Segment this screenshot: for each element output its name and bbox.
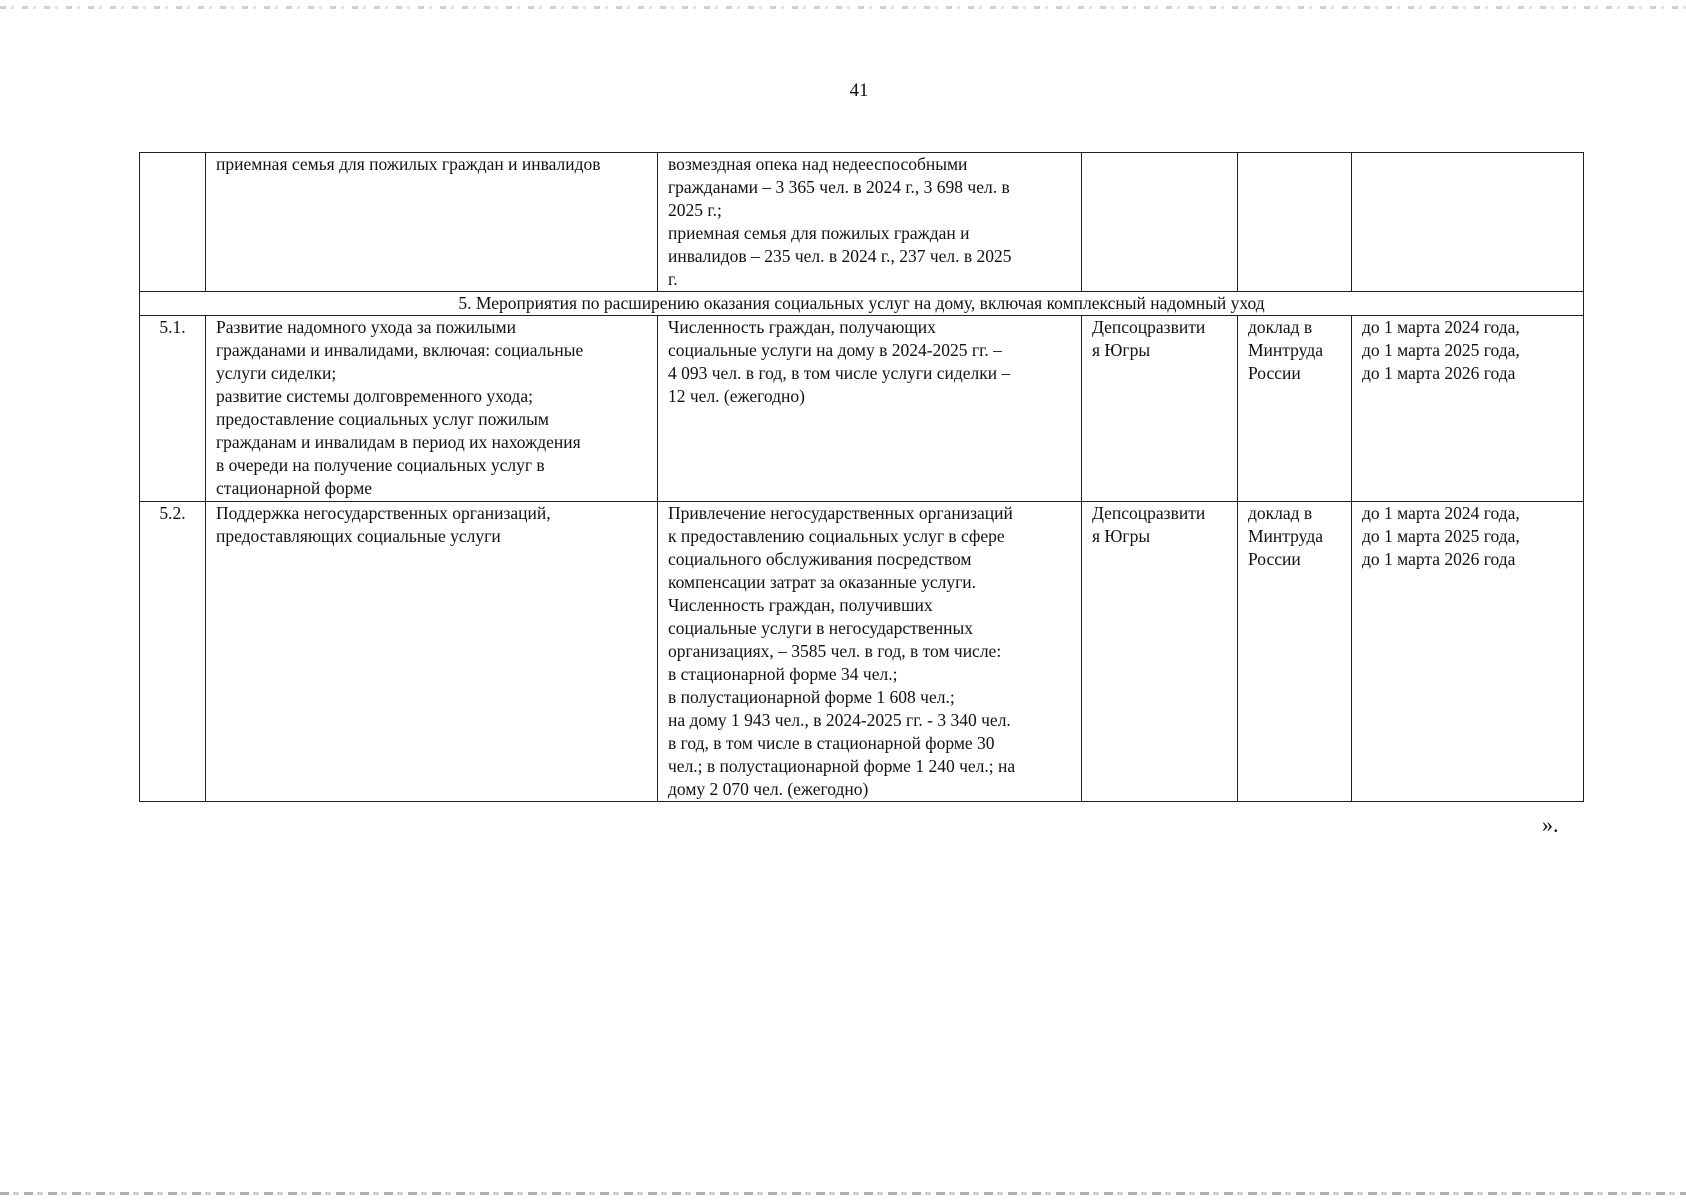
report-line: доклад в (1248, 317, 1313, 337)
measure-cell: приемная семья для пожилых граждан и инвалидов (206, 153, 658, 292)
result-line: в полустационарной форме 1 608 чел.; (668, 687, 955, 707)
row-number-cell: 5.2. (140, 502, 206, 802)
measure-line: предоставляющих социальные услуги (216, 526, 501, 546)
result-line: дому 2 070 чел. (ежегодно) (668, 779, 869, 799)
result-line: чел.; в полустационарной форме 1 240 чел.; на (668, 756, 1016, 776)
result-line: Численность граждан, получивших (668, 595, 933, 615)
report-cell (1238, 316, 1352, 502)
result-line: Численность граждан, получающих (668, 317, 936, 337)
measure-line: в очереди на получение социальных услуг в (216, 455, 545, 475)
table-row-continuation (140, 153, 1584, 292)
result-line: возмездная опека над недееспособными (668, 154, 968, 174)
result-line: 2025 г.; (668, 200, 722, 220)
responsible-line: Депсоцразвити (1092, 503, 1206, 523)
responsible-line: я Югры (1092, 340, 1151, 360)
result-cell (658, 502, 1082, 802)
result-line: в год, в том числе в стационарной форме 30 (668, 733, 995, 753)
page-number: 41 (849, 80, 869, 101)
result-line: приемная семья для пожилых граждан и (668, 223, 970, 243)
measure-line: стационарной форме (216, 478, 373, 498)
closing-quote-mark: ». (1542, 812, 1559, 837)
report-line: доклад в (1248, 503, 1313, 523)
report-line: России (1248, 363, 1301, 383)
measure-cell (206, 316, 658, 502)
measure-line: гражданам и инвалидам в период их нахождения (216, 432, 581, 452)
result-cell (658, 316, 1082, 502)
measure-line: гражданами и инвалидами, включая: социальные (216, 340, 584, 360)
deadline-line: до 1 марта 2025 года, (1362, 340, 1520, 360)
result-line: г. (668, 269, 678, 289)
result-line: к предоставлению социальных услуг в сфере (668, 526, 1005, 546)
section-header-row (140, 292, 1584, 316)
measures-table (139, 152, 1584, 802)
row-number-cell: 5.1. (140, 316, 206, 502)
measure-line: услуги сиделки; (216, 363, 337, 383)
measure-cell (206, 502, 658, 802)
responsible-line: Депсоцразвити (1092, 317, 1206, 337)
result-line: 12 чел. (ежегодно) (668, 386, 805, 406)
deadline-line: до 1 марта 2024 года, (1362, 317, 1520, 337)
report-cell (1238, 502, 1352, 802)
deadline-line: до 1 марта 2025 года, (1362, 526, 1520, 546)
responsible-cell (1082, 502, 1238, 802)
measure-line: развитие системы долговременного ухода; (216, 386, 533, 406)
result-line: гражданами – 3 365 чел. в 2024 г., 3 698 чел. в (668, 177, 1010, 197)
table-row-5-1 (140, 316, 1584, 502)
scan-edge-bottom (0, 1192, 1686, 1195)
result-line: на дому 1 943 чел., в 2024-2025 гг. - 3 340 чел. (668, 710, 1011, 730)
report-line: России (1248, 549, 1301, 569)
measure-line: Поддержка негосударственных организаций, (216, 503, 551, 523)
deadline-line: до 1 марта 2026 года (1362, 363, 1516, 383)
row-number-cell (140, 153, 206, 292)
deadline-cell (1352, 316, 1584, 502)
result-line: социального обслуживания посредством (668, 549, 972, 569)
measure-line: Развитие надомного ухода за пожилыми (216, 317, 516, 337)
result-line: в стационарной форме 34 чел.; (668, 664, 898, 684)
deadline-line: до 1 марта 2026 года (1362, 549, 1516, 569)
result-line: социальные услуги в негосударственных (668, 618, 973, 638)
responsible-cell (1082, 153, 1238, 292)
deadline-cell (1352, 502, 1584, 802)
report-line: Минтруда (1248, 340, 1323, 360)
responsible-line: я Югры (1092, 526, 1151, 546)
result-line: социальные услуги на дому в 2024-2025 гг. – (668, 340, 1002, 360)
report-line: Минтруда (1248, 526, 1323, 546)
result-line: организациях, – 3585 чел. в год, в том числе: (668, 641, 1002, 661)
responsible-cell (1082, 316, 1238, 502)
deadline-cell (1352, 153, 1584, 292)
result-line: инвалидов – 235 чел. в 2024 г., 237 чел. в 2025 (668, 246, 1012, 266)
result-line: 4 093 чел. в год, в том числе услуги сиделки – (668, 363, 1011, 383)
result-cell (658, 153, 1082, 292)
measure-line: предоставление социальных услуг пожилым (216, 409, 549, 429)
section-title: 5. Мероприятия по расширению оказания социальных услуг на дому, включая комплексный надомный уход (140, 292, 1584, 316)
table-row-5-2 (140, 502, 1584, 802)
report-cell (1238, 153, 1352, 292)
result-line: компенсации затрат за оказанные услуги. (668, 572, 977, 592)
result-line: Привлечение негосударственных организаций (668, 503, 1013, 523)
deadline-line: до 1 марта 2024 года, (1362, 503, 1520, 523)
scan-edge-top (0, 6, 1686, 9)
